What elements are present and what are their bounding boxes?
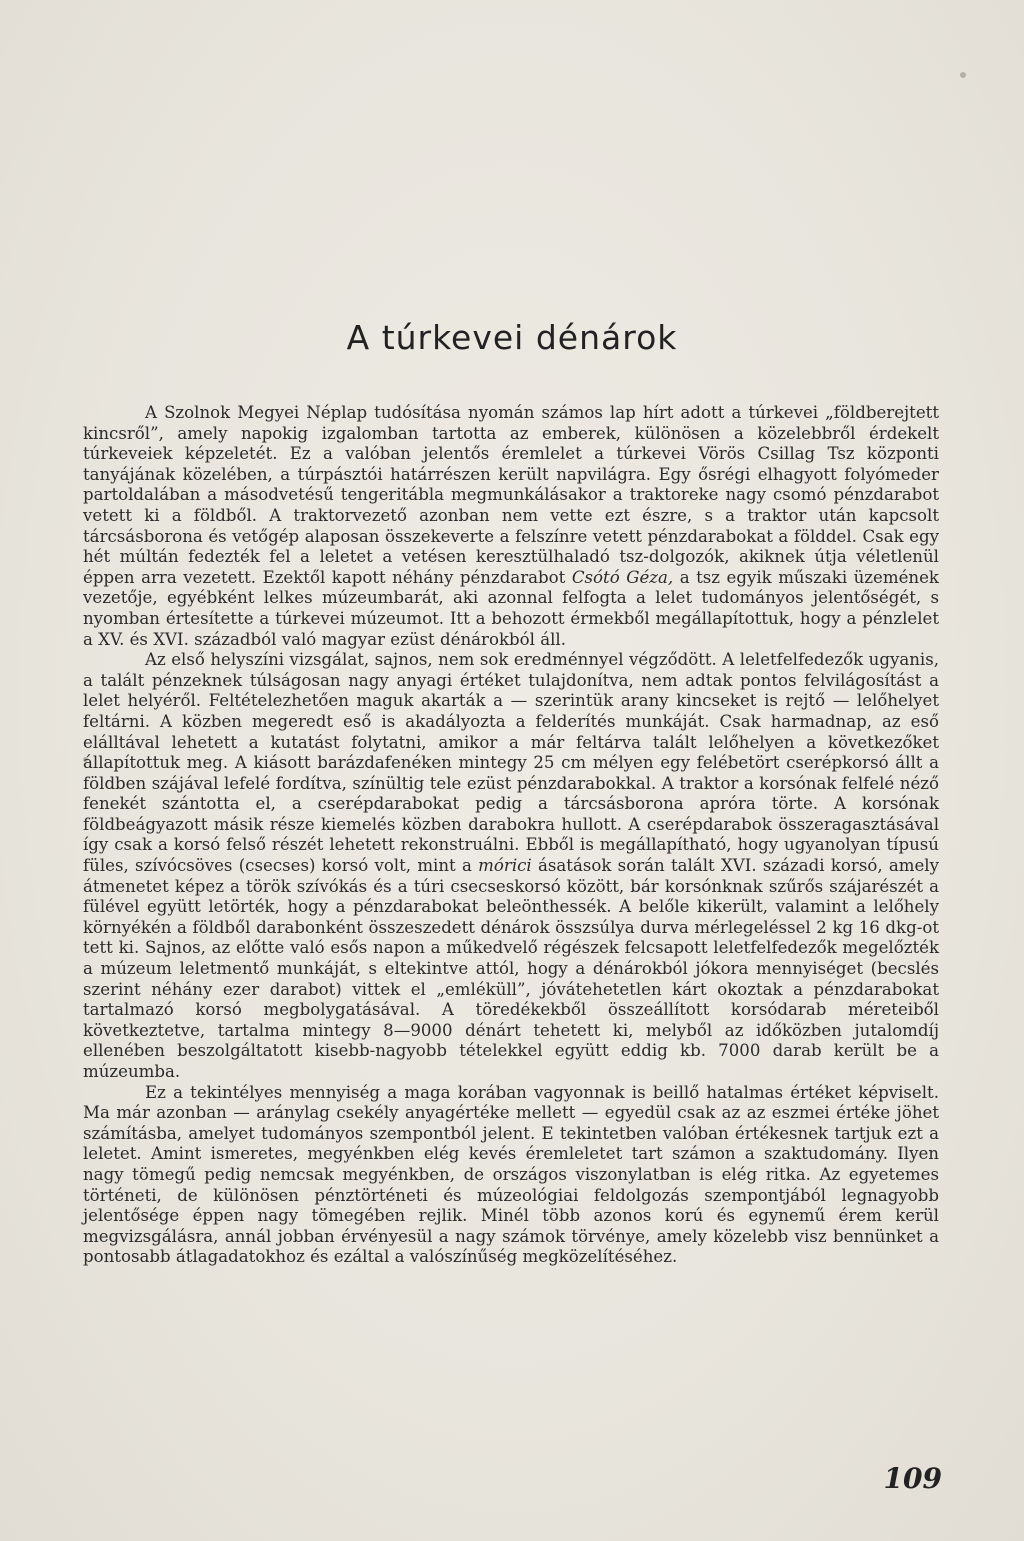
article-body: [83, 403, 939, 1268]
paragraph-3: Ez a tekintélyes mennyiség a maga korában vagyonnak is beillő hatalmas értéket képviselt. Ma már azonban — aránylag csekély anyagértéke mellett — egyedül csak az az eszmei értéke jöhet számításba, amelyet tudományos szempontból jelent. E tekintetben valóban értékesnek tartjuk ezt a leletet. Amint ismeretes, megyénkben elég kevés éremleletet tart számon a szaktudomány. Ilyen nagy tömegű pedig nemcsak megyénkben, de országos viszonylatban is elég ritka. Az egyetemes történeti, de különösen pénztörténeti és múzeológiai feldolgozás szempontjából legnagyobb jelentősége éppen nagy tömegében rejlik. Minél több azonos korú és egynemű érem kerül megvizsgálásra, annál jobban érvényesül a nagy számok törvénye, amely közelebb visz bennünket a pontosabb átlagadatokhoz és ezáltal a valószínűség megközelítéséhez.: [83, 1082, 939, 1267]
paragraph-2-text-b: ásatások során talált XVI. századi korsó, amely átmenetet képez a török szívókás és a túri csecseskorsó között, bár korsónknak szűrős szájarészét a fülével együtt letörték, hogy a pénzdarabokat beleönthessék. A belőle kikerült, valamint a lelőhely környékén a földből darabonként összeszedett dénárok összsúlya durva mérlegeléssel 2 kg 16 dkg-ot tett ki. Sajnos, az előtte való esős napon a műkedvelő régészek felcsapott leletfelfedezők megelőzték a múzeum leletmentő munkáját, s eltekintve attól, hogy a dénárokból jókora mennyiséget (becslés szerint néhány ezer darabot) vittek el „emléküll”, jóvátehetetlen kárt okoztak a pénzdarabokat tartalmazó korsó megbolygatásával. A töredékekből összeállított korsódarab méreteiből következtetve, tartalma mintegy 8—9000 dénárt tehetett ki, melyből az időközben jutalomdíj ellenében beszolgáltatott kisebb-nagyobb tételekkel együtt eddig kb. 7000 darab került be a múzeumba.: [83, 856, 939, 1081]
paragraph-1-text-a: A Szolnok Megyei Néplap tudósítása nyomán számos lap hírt adott a túrkevei „földberejtett kincsről”, amely napokig izgalomban tartotta az emberek, különösen a közelebbről érdekelt túrkeveiek képzeletét. Ez a valóban jelentős éremlelet a túrkevei Vörös Csillag Tsz központi tanyájának közelében, a túrpásztói határrészen került napvilágra. Egy ősrégi elhagyott folyómeder partoldalában a másodvetésű tengeritábla megmunkálásakor a traktoreke nagy csomó pénzdarabot vetett ki a földből. A traktorvezető azonban nem vette ezt észre, s a traktor után kapcsolt tárcsásborona és vetőgép alaposan összekeverte a felszínre vetett pénzdarabokat a földdel. Csak egy hét múltán fedezték fel a leletet a vetésen keresztülhaladó tsz-dolgozók, akiknek útja véletlenül éppen arra vezetett. Ezektől kapott néhány pénzdarabot: [83, 403, 939, 587]
paper-speck: [960, 72, 966, 78]
paragraph-1-text-b: a tsz egyik műszaki üzemének vezetője, egyébként lelkes múzeumbarát, aki azonnal felfogta a lelet tudományos jelentőségét, s nyomban értesítette a túrkevei múzeumot. Itt a behozott érmekből megállapítottuk, hogy a pénzlelet a XV. és XVI. századból való magyar ezüst dénárokból áll.: [83, 567, 939, 649]
page-number: 109: [883, 1462, 942, 1495]
paragraph-2-text-a: Az első helyszíni vizsgálat, sajnos, nem sok eredménnyel végződött. A leletfelfedezők ugyanis, a talált pénzeknek túlságosan nagy anyagi értéket tulajdonítva, nem adtak pontos felvilágosítást a lelet helyéről. Feltételezhetően maguk akarták a — szerintük arany kincseket is rejtő — lelőhelyet feltárni. A közben megeredt eső is akadályozta a felderítés munkáját. Csak harmadnap, az eső elálltával lehetett a kutatást folytatni, amikor a már feltárva talált lelőhelyen a következőket állapítottuk meg. A kiásott barázdafenéken mintegy 25 cm mélyen egy felébetört cserépkorsó állt a földben szájával lefelé fordítva, színültig tele ezüst pénzdarabokkal. A traktor a korsónak felfelé néző fenekét szántotta el, a cserépdarabokat pedig a tárcsásborona apróra törte. A korsónak földbeágyazott másik része kiemelés közben darabokra hullott. A cserépdarabok összeragasztásával így csak a korsó felső részét lehetett rekonstruálni. Ebből is megállapítható, hogy ugyanolyan típusú füles, szívócsöves (csecses) korsó volt, mint a: [83, 650, 939, 876]
person-name: Csótó Géza,: [571, 567, 674, 587]
paragraph-1: [83, 403, 939, 650]
place-name: mórici: [478, 856, 532, 876]
paragraph-2: [83, 650, 939, 1082]
article-title: A túrkevei dénárok: [346, 318, 678, 357]
